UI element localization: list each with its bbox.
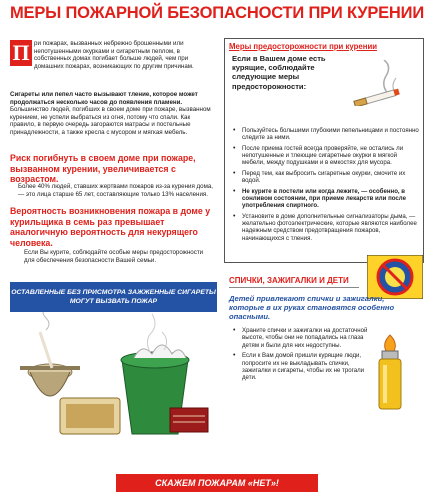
matches-heading: СПИЧКИ, ЗАЖИГАЛКИ И ДЕТИ	[229, 276, 349, 285]
drop-cap: П	[10, 40, 32, 66]
page-title: МЕРЫ ПОЖАРНОЙ БЕЗОПАСНОСТИ ПРИ КУРЕНИИ	[10, 4, 424, 22]
list-item: • После приема гостей всегда проверяйте, не остались ли непотушенные и тлеющие сигаретные окурки в мягкой мебели, между подушками и в емкостях для мусора.	[232, 145, 420, 167]
no-matches-sign-icon	[367, 255, 423, 299]
matches-list	[232, 327, 368, 385]
matches-intro: Детей привлекают спички и зажигалки, которые в их руках становятся особенно опасными.	[229, 294, 395, 322]
cigarette-icon	[350, 60, 418, 106]
list-item: • Пользуйтесь большими глубокими пепельницами и постоянно следите за ними.	[232, 127, 420, 142]
list-item: • Установите в доме дополнительные сигнализаторы дыма, — желательно фотоэлектрические, которые являются наиболее надежным средством предотвращения пожаров, начинающихся с тления.	[232, 213, 420, 242]
list-item-strong: Не курите в постели или когда лежите, — особенно, в сонливом состоянии, при приеме лекарств или после употребления спиртного.	[242, 187, 406, 210]
matches-heading-rule	[229, 287, 359, 288]
risk-text: Более 40% людей, ставших жертвами пожаров из-за курения дома, — это лица старше 65 лет, составляющие только 13% населения.	[18, 183, 214, 198]
risk-heading: Риск погибнуть в своем доме при пожаре, вызванном курении, увеличивается с возрастом.	[10, 153, 196, 184]
intro-paragraph-continued	[10, 91, 217, 137]
list-item	[232, 188, 420, 210]
list-item: • Если к Вам домой пришли курящие люди, попросите их не выкладывать спички, зажигалки и сигареты, чтобы их не трогали дети.	[232, 352, 368, 381]
warning-banner: ОСТАВЛЕННЫЕ БЕЗ ПРИСМОТРА ЗАЖЖЕННЫЕ СИГАРЕТЫ МОГУТ ВЫЗВАТЬ ПОЖАР	[10, 282, 217, 312]
precautions-heading: Меры предосторожности при курении	[229, 42, 378, 51]
probability-text: Если Вы курите, соблюдайте особые меры предосторожности для обеспечения безопасности Вашей семьи.	[24, 249, 204, 264]
precautions-list	[232, 127, 420, 245]
intro-paragraph	[34, 40, 217, 70]
footer-slogan-banner: СКАЖЕМ ПОЖАРАМ «НЕТ»!	[116, 474, 318, 492]
intro-text-a: ри пожарах, вызванных небрежно брошенными или непотушенными окурками и сигаретным пеплом, в собственных домах погибает больше людей, чем при домашних пожарах, возникающих по другим причинам.	[34, 40, 194, 70]
probability-heading: Вероятность возникновения пожара в доме у курильщика в семь раз превышает аналогичную вероятность для некурящего человека.	[10, 206, 211, 248]
intro-text-b: Большинство людей, погибших в своем доме при пожаре, вызванном курением, не успели выбраться из огня, потому что спали. Как правило, в первую очередь загораются матрасы и постельные принадлежности, а также кресла с мусором и мягкая мебель.	[10, 106, 211, 136]
list-item: • Перед тем, как выбросить сигаретные окурки, смочите их водой.	[232, 170, 420, 185]
list-item: • Храните спички и зажигалки на достаточной высоте, чтобы они не попадались на глаза детям и были для них недоступны.	[232, 327, 368, 349]
ashtray-illustration	[10, 312, 217, 440]
lighter-icon	[372, 333, 408, 411]
intro-emphasis: Сигареты или пепел часто вызывают тление, которое может продолжаться несколько часов до появления пламени.	[10, 91, 198, 106]
precautions-intro: Если в Вашем доме есть курящие, соблюдайте следующие меры предосторожности:	[232, 54, 326, 91]
